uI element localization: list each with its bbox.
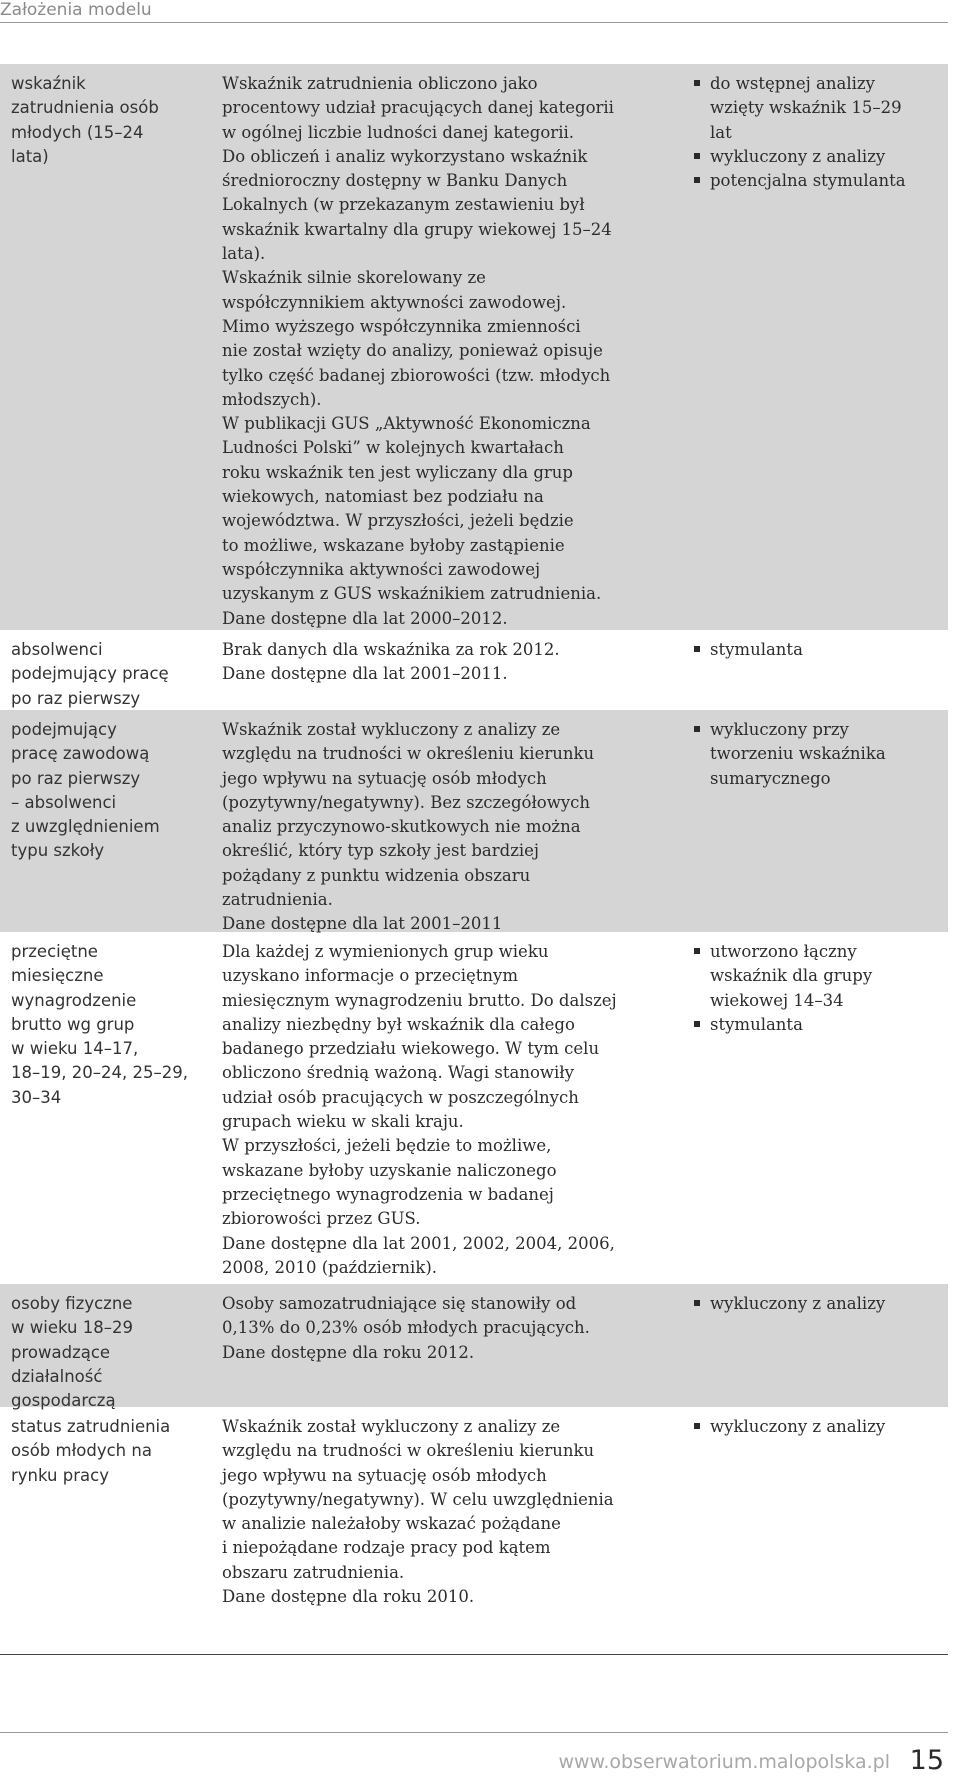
indicator-name (11, 72, 211, 169)
description-line: to możliwe, wskazane byłoby zastąpienie (222, 535, 565, 555)
indicator-line: – absolwenci (11, 792, 117, 812)
description-line: Dane dostępne dla roku 2012. (222, 1342, 475, 1362)
indicator-line: brutto wg grup (11, 1014, 135, 1034)
description-line: współczynnika aktywności zawodowej (222, 559, 541, 579)
page-number: 15 (909, 1745, 944, 1776)
indicator-line: wynagrodzenie (11, 990, 137, 1010)
indicator-line: w wieku 18–29 (11, 1318, 133, 1338)
indicator-line: działalność (11, 1366, 103, 1386)
note-item (694, 169, 944, 193)
indicator-line: 18–19, 20–24, 25–29, (11, 1063, 188, 1083)
table-row (0, 64, 948, 630)
description-line: tylko część badanej zbiorowości (tzw. młodych (222, 365, 611, 385)
description-line: wskaźnik kwartalny dla grupy wiekowej 15–24 (222, 219, 612, 239)
note-item (694, 1415, 944, 1439)
section-title: Założenia modelu (0, 0, 152, 20)
indicator-line: po raz pierwszy (11, 768, 141, 788)
description-line: Brak danych dla wskaźnika za rok 2012. (222, 640, 560, 659)
note-line: wykluczony z analizy (710, 1294, 886, 1313)
indicator-description (222, 638, 682, 687)
indicator-name (11, 1292, 211, 1413)
description-line: Do obliczeń i analiz wykorzystano wskaźnik (222, 146, 588, 166)
notes-list (694, 940, 944, 1037)
indicator-line: status zatrudnienia (11, 1417, 171, 1436)
note-line: tworzeniu wskaźnika (710, 744, 886, 764)
indicator-description (222, 1292, 682, 1365)
description-line: Osoby samozatrudniające się stanowiły od (222, 1294, 577, 1313)
note-line: sumarycznego (710, 768, 831, 788)
indicator-line: podejmujący (11, 720, 117, 739)
indicator-line: lata) (11, 146, 49, 166)
indicator-line: w wieku 14–17, (11, 1039, 139, 1059)
indicator-notes (694, 638, 944, 662)
indicator-line: z uwzględnieniem (11, 817, 160, 837)
indicator-description (222, 72, 682, 631)
description-line: względu na trudności w określeniu kierunku (222, 1441, 595, 1461)
description-line: zatrudnienia. (222, 890, 333, 910)
description-line: obszaru zatrudnienia. (222, 1562, 405, 1582)
indicator-notes (694, 1292, 944, 1316)
description-line: obliczono średnią ważoną. Wagi stanowiły (222, 1063, 574, 1083)
description-line: jego wpływu na sytuację osób młodych (222, 768, 547, 788)
description-line: wskazane byłoby uzyskanie naliczonego (222, 1160, 557, 1180)
description-line: pożądany z punktu widzenia obszaru (222, 865, 531, 885)
description-line: W publikacji GUS „Aktywność Ekonomiczna (222, 414, 591, 434)
note-line: potencjalna stymulanta (710, 171, 906, 191)
description-line: miesięcznym wynagrodzeniu brutto. Do dalszej (222, 990, 617, 1010)
description-line: Dane dostępne dla lat 2001–2011. (222, 664, 508, 684)
indicator-line: po raz pierwszy (11, 688, 141, 708)
indicator-line: zatrudnienia osób (11, 98, 159, 118)
notes-list (694, 1292, 944, 1316)
description-line: określić, który typ szkoły jest bardziej (222, 841, 540, 861)
description-line: i niepożądane rodzaje pracy pod kątem (222, 1538, 551, 1558)
description-line: roku wskaźnik ten jest wyliczany dla grup (222, 462, 573, 482)
description-line: W przyszłości, jeżeli będzie to możliwe, (222, 1136, 552, 1156)
note-item (694, 718, 944, 791)
description-line: młodszych). (222, 389, 322, 409)
description-line: (pozytywny/negatywny). W celu uwzględnienia (222, 1489, 614, 1509)
note-item (694, 145, 944, 169)
table-row (0, 630, 948, 710)
description-line: Wskaźnik zatrudnienia obliczono jako (222, 74, 538, 93)
table-row (0, 1284, 948, 1411)
notes-list (694, 72, 944, 193)
indicator-name (11, 718, 211, 864)
indicator-description (222, 1415, 682, 1609)
description-line: udział osób pracujących w poszczególnych (222, 1087, 579, 1107)
description-line: przeciętnego wynagrodzenia w badanej (222, 1184, 554, 1204)
indicators-table (0, 64, 948, 1655)
indicator-line: wskaźnik (11, 74, 86, 93)
note-item (694, 1292, 944, 1316)
indicator-line: osoby fizyczne (11, 1294, 133, 1313)
indicator-notes (694, 940, 944, 1037)
indicator-line: osób młodych na (11, 1441, 152, 1461)
indicator-line: gospodarczą (11, 1391, 116, 1411)
indicator-line: absolwenci (11, 640, 103, 659)
description-line: Wskaźnik został wykluczony z analizy ze (222, 720, 561, 739)
description-line: Ludności Polski” w kolejnych kwartałach (222, 438, 564, 458)
description-line: województwa. W przyszłości, jeżeli będzie (222, 511, 574, 531)
indicator-notes (694, 1415, 944, 1439)
note-line: stymulanta (710, 1014, 803, 1034)
description-line: współczynnikiem aktywności zawodowej. (222, 292, 567, 312)
description-line: jego wpływu na sytuację osób młodych (222, 1465, 547, 1485)
description-line: nie został wzięty do analizy, ponieważ opisuje (222, 341, 603, 361)
table-row (0, 710, 948, 932)
description-line: analizy niezbędny był wskaźnik dla całego (222, 1014, 575, 1034)
indicator-line: typu szkoły (11, 841, 105, 861)
note-item (694, 1013, 944, 1037)
indicator-name (11, 638, 211, 711)
indicator-name (11, 940, 211, 1110)
note-line: wzięty wskaźnik 15–29 (710, 98, 902, 118)
description-line: Dane dostępne dla lat 2001, 2002, 2004, 2006, (222, 1233, 615, 1253)
indicator-line: miesięczne (11, 966, 104, 986)
description-line: Dane dostępne dla roku 2010. (222, 1587, 475, 1607)
note-line: utworzono łączny (710, 942, 857, 961)
indicator-line: przeciętne (11, 942, 98, 961)
description-line: 0,13% do 0,23% osób młodych pracujących. (222, 1318, 590, 1338)
indicator-notes (694, 72, 944, 193)
notes-list (694, 638, 944, 662)
page-footer (0, 1732, 948, 1781)
note-line: lat (710, 122, 732, 142)
note-line: wskaźnik dla grupy (710, 966, 873, 986)
description-line: analiz przyczynowo-skutkowych nie można (222, 817, 581, 837)
indicator-line: prowadzące (11, 1342, 111, 1362)
table-row (0, 1407, 948, 1654)
description-line: zbiorowości przez GUS. (222, 1209, 421, 1229)
indicator-line: pracę zawodową (11, 744, 150, 764)
description-line: badanego przedziału wiekowego. W tym celu (222, 1039, 600, 1059)
description-line: względu na trudności w określeniu kierunku (222, 744, 595, 764)
indicator-line: 30–34 (11, 1087, 62, 1107)
note-line: wykluczony z analizy (710, 146, 886, 166)
notes-list (694, 718, 944, 791)
description-line: uzyskanym z GUS wskaźnikiem zatrudnienia. (222, 584, 602, 604)
note-item (694, 72, 944, 145)
indicator-name (11, 1415, 211, 1488)
description-line: Dla każdej z wymienionych grup wieku (222, 942, 549, 961)
description-line: Mimo wyższego współczynnika zmienności (222, 316, 581, 336)
description-line: grupach wieku w skali kraju. (222, 1112, 464, 1132)
indicator-line: podejmujący pracę (11, 664, 169, 684)
description-line: w ogólnej liczbie ludności danej kategorii. (222, 122, 574, 142)
description-line: (pozytywny/negatywny). Bez szczegółowych (222, 792, 591, 812)
footer-url[interactable]: www.obserwatorium.malopolska.pl (558, 1751, 890, 1773)
description-line: Wskaźnik został wykluczony z analizy ze (222, 1417, 561, 1436)
indicator-description (222, 718, 682, 937)
note-item (694, 638, 944, 662)
indicator-line: rynku pracy (11, 1465, 109, 1485)
note-line: wiekowej 14–34 (710, 990, 844, 1010)
note-line: wykluczony z analizy (710, 1417, 886, 1436)
description-line: wiekowych, natomiast bez podziału na (222, 487, 544, 507)
description-line: średnioroczny dostępny w Banku Danych (222, 171, 568, 191)
indicator-line: młodych (15–24 (11, 122, 144, 142)
note-line: wykluczony przy (710, 720, 849, 739)
description-line: lata). (222, 244, 266, 264)
notes-list (694, 1415, 944, 1439)
description-line: procentowy udział pracujących danej kategorii (222, 98, 614, 118)
description-line: Dane dostępne dla lat 2001–2011 (222, 914, 503, 934)
description-line: uzyskano informacje o przeciętnym (222, 966, 519, 986)
indicator-notes (694, 718, 944, 791)
table-row (0, 932, 948, 1284)
indicator-description (222, 940, 682, 1280)
page-header (0, 0, 948, 23)
note-line: stymulanta (710, 640, 803, 659)
description-line: Dane dostępne dla lat 2000–2012. (222, 608, 508, 628)
description-line: Lokalnych (w przekazanym zestawieniu był (222, 195, 585, 215)
note-item (694, 940, 944, 1013)
description-line: 2008, 2010 (październik). (222, 1257, 438, 1277)
description-line: Wskaźnik silnie skorelowany ze (222, 268, 486, 288)
note-line: do wstępnej analizy (710, 74, 875, 93)
description-line: w analizie należałoby wskazać pożądane (222, 1514, 561, 1534)
